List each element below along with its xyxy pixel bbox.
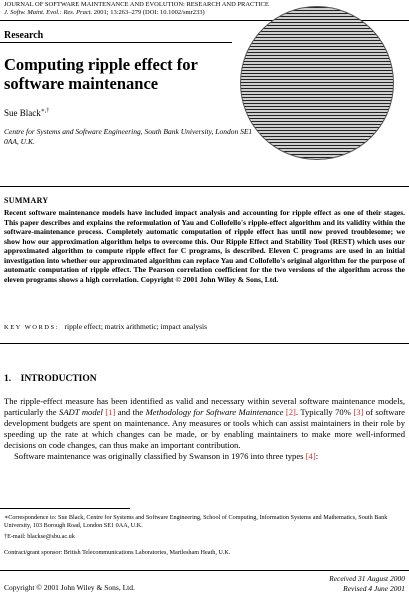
p2-text-a: Software maintenance was originally classified by Swanson in 1976 into three types xyxy=(14,451,306,461)
footnote-email: †E-mail: blackse@sbu.ac.uk xyxy=(4,533,75,540)
article-title: Computing ripple effect for software maintenance xyxy=(4,55,198,93)
journal-abbrev: J. Softw. Maint. Evol.: Res. Pract. xyxy=(4,9,93,16)
summary-heading: SUMMARY xyxy=(4,196,49,205)
journal-title: JOURNAL OF SOFTWARE MAINTENANCE AND EVOLUTION: RESEARCH AND PRACTICE xyxy=(4,1,269,8)
section-label-rule xyxy=(0,42,232,43)
journal-volume-doi: 2001; 13:263–279 (DOI: 10.1002/smr233) xyxy=(92,9,205,16)
footnote-rule xyxy=(0,508,130,509)
keywords-label: KEY WORDS: xyxy=(4,324,59,331)
summary-text: Recent software maintenance models have included impact analysis and accounting for ripple effect as one of their stages. This paper describes and explains the reformulation of Yau and Collofello's ripple-effect algorithm and its validity within the software-maintenance process. Completely automatic computation of ripple effect has until now proved troublesome; we show how our approximation algorithm helps to overcome this. Our Ripple Effect and Stability Tool (REST) which uses our approximated algorithm to compute ripple effect for C programs, is described. Eleven C programs are used in an initial investigation into whether our approximated algorithm can replace Yau and Collofello's original algorithm for the purpose of automatic computation of ripple effect. The Pearson correlation coefficient for the two versions of the algorithm across the eleven programs shows a high correlation. Copyright © 2001 John Wiley & Sons, Ltd. xyxy=(4,208,405,284)
citation-1[interactable]: [1] xyxy=(105,407,116,417)
received-date: Received 31 August 2000 xyxy=(329,574,405,583)
introduction-body xyxy=(4,396,405,462)
p2-text-b: : xyxy=(315,451,319,461)
summary-top-rule xyxy=(0,186,409,187)
p1-text-b: and the xyxy=(115,407,146,417)
author-line xyxy=(4,107,49,118)
footer-rule xyxy=(0,570,409,571)
revised-date: Revised 4 June 2001 xyxy=(343,584,405,593)
methodology-term: Methodology for Software Maintenance xyxy=(145,407,284,417)
article-dates xyxy=(329,574,405,594)
intro-paragraph-1 xyxy=(4,396,405,451)
intro-paragraph-2 xyxy=(4,451,405,462)
citation-2[interactable]: [2] xyxy=(285,407,296,417)
footnote-sponsor: Contract/grant sponsor: British Telecommunications Laboratories, Martlesham Heath, U.K. xyxy=(4,549,231,556)
p1-text-c: . Typically 70% xyxy=(295,407,354,417)
journal-header xyxy=(4,1,269,17)
section-label: Research xyxy=(4,30,44,41)
citation-4[interactable]: [4] xyxy=(305,451,316,461)
summary-bottom-rule xyxy=(0,343,409,344)
keywords-line xyxy=(4,322,207,331)
keywords-text: ripple effect; matrix arithmetic; impact analysis xyxy=(64,322,208,331)
sadt-model-term: SADT model xyxy=(59,407,103,417)
p1-text-d: of software development budgets are spent on maintenance. Any measures or tools which can assist maintainers in their role by speeding up the rate at which changes can be made, or by enabling maintainers to make more well-informed decisions on code changes, can thus make an important contribution. xyxy=(4,407,406,450)
footnote-correspondence: ∗Correspondence to: Sue Black, Centre for Systems and Software Engineering, School of Computing, Information Systems and Mathematics, South Bank University, 103 Borough Road, London SE1 0AA, U.K. xyxy=(4,514,388,529)
p1-text-a: The ripple-effect measure has been identified as valid and necessary within several software maintenance models, particularly the xyxy=(4,396,405,417)
journal-citation xyxy=(4,9,269,17)
author-footnote-marks: ∗,† xyxy=(40,108,50,114)
author-name: Sue Black xyxy=(4,108,41,118)
author-affiliation: Centre for Systems and Software Engineering, South Bank University, London SE1 0AA, U.K. xyxy=(4,127,253,146)
copyright-notice: Copyright © 2001 John Wiley & Sons, Ltd. xyxy=(4,583,135,592)
section-heading-introduction: 1. INTRODUCTION xyxy=(4,374,97,384)
citation-3[interactable]: [3] xyxy=(353,407,364,417)
